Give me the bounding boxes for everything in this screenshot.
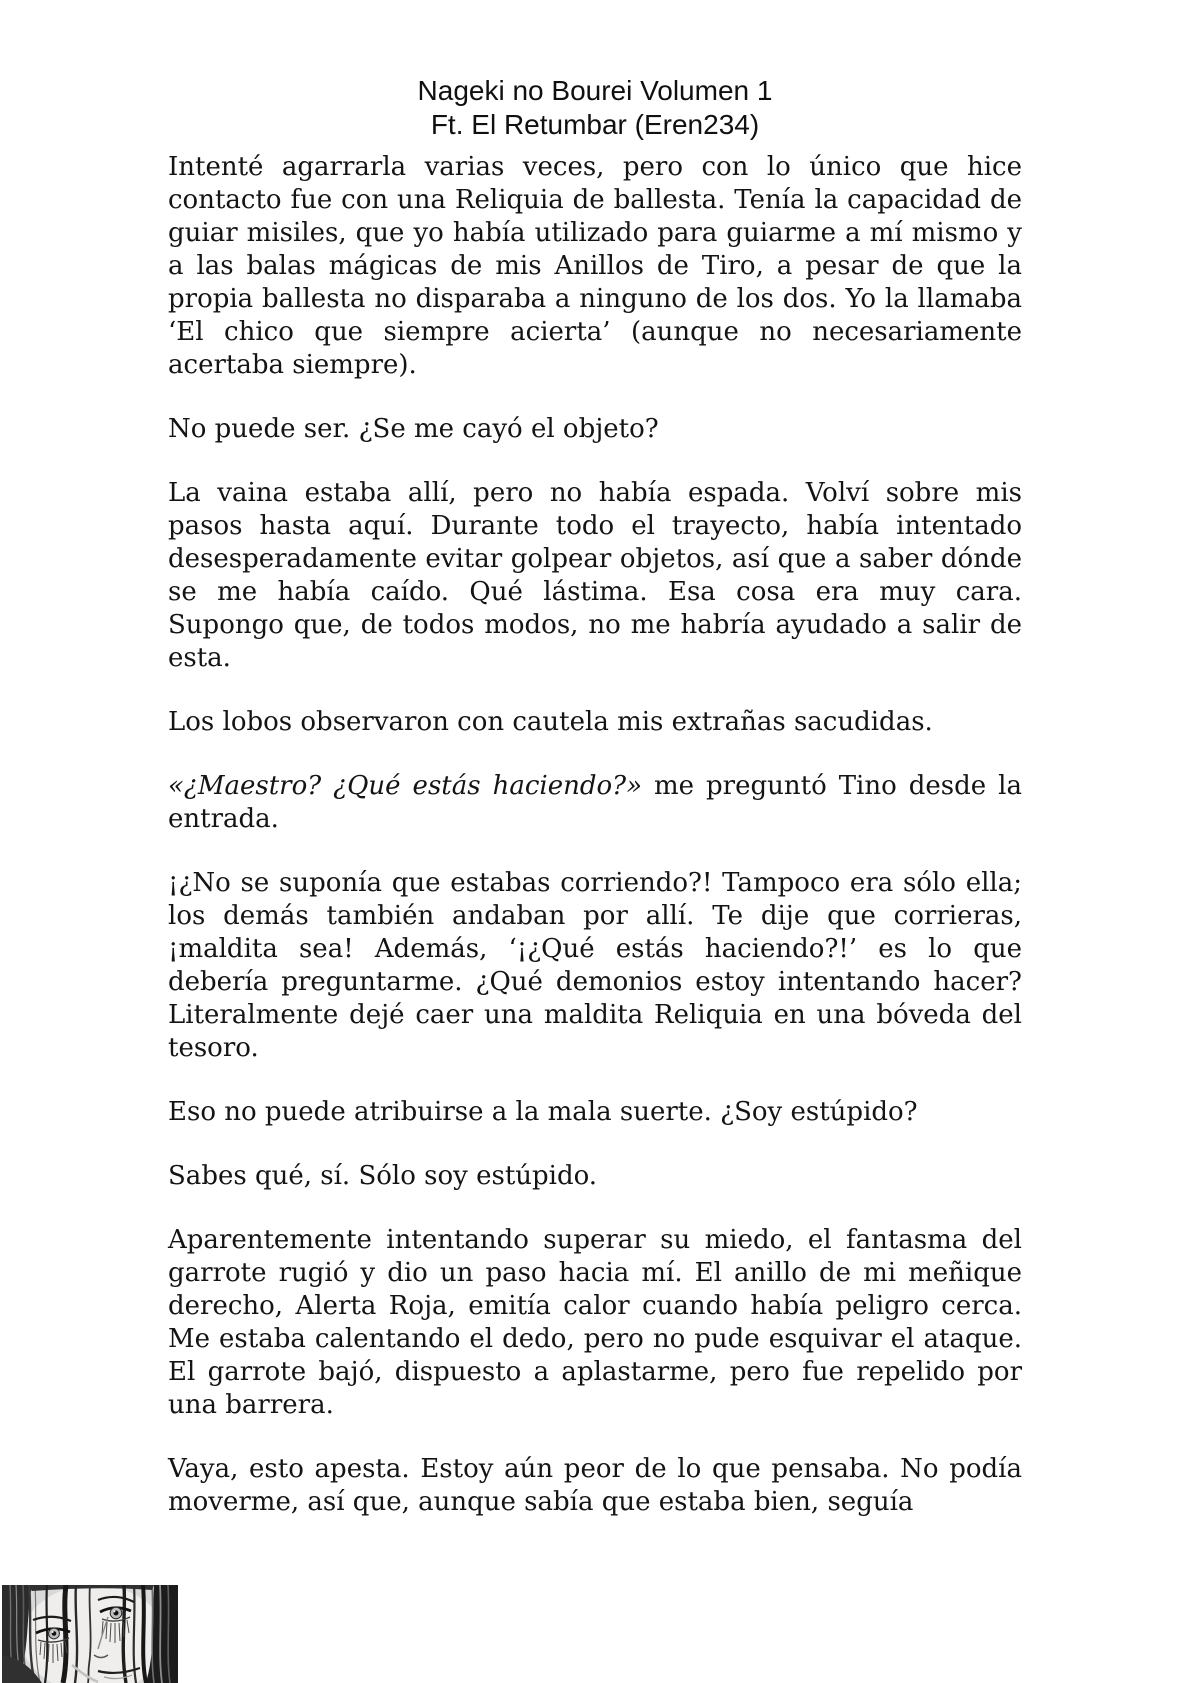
text-run: Eso no puede atribuirse a la mala suerte. ¿Soy estúpido? — [168, 1097, 918, 1127]
text-run: Aparentemente intentando superar su miedo, el fantasma del garrote rugió y dio un paso hacia mí. El anillo de mi meñique derecho, Alerta Roja, emitía calor cuando había peligro cerca. Me estaba calentando el dedo, pero no pude esquivar el ataque. El garrote bajó, dispuesto a aplastarme, pero fue repelido por una barrera. — [168, 1225, 1022, 1420]
paragraph — [168, 867, 1022, 1065]
paragraph — [168, 1096, 1022, 1129]
text-run: me preguntó Tino desde la entrada. — [168, 771, 1022, 834]
text-run: ¡¿No se suponía que estabas corriendo?! Tampoco era sólo ella; los demás también andaban por allí. Te dije que corrieras, ¡maldita sea! Además, ‘¡¿Qué estás haciendo?!’ es lo que debería preguntarme. ¿Qué demonios estoy intentando hacer? Literalmente dejé caer una maldita Reliquia en una bóveda del tesoro. — [168, 868, 1022, 1063]
paragraph — [168, 770, 1022, 836]
paragraph — [168, 1160, 1022, 1193]
manga-face-image — [2, 1585, 178, 1683]
text-run: Vaya, esto apesta. Estoy aún peor de lo que pensaba. No podía moverme, así que, aunque sabía que estaba bien, seguía — [168, 1454, 1022, 1517]
quoted-speech: «¿Maestro? ¿Qué estás haciendo?» — [168, 771, 642, 801]
text-run: Sabes qué, sí. Sólo soy estúpido. — [168, 1161, 598, 1191]
paragraph — [168, 706, 1022, 739]
manga-face-closeup-illustration — [2, 1585, 178, 1683]
paragraph — [168, 477, 1022, 675]
document-body — [168, 151, 1022, 1519]
text-run: Los lobos observaron con cautela mis extrañas sacudidas. — [168, 707, 933, 737]
document-header — [0, 0, 1190, 142]
text-run: No puede ser. ¿Se me cayó el objeto? — [168, 414, 659, 444]
text-run: Intenté agarrarla varias veces, pero con lo único que hice contacto fue con una Reliquia de ballesta. Tenía la capacidad de guiar misiles, que yo había utilizado para guiarme a mí mismo y a las balas mágicas de mis Anillos de Tiro, a pesar de que la propia ballesta no disparaba a ninguno de los dos. Yo la llamaba ‘El chico que siempre acierta’ (aunque no necesariamente acertaba siempre). — [168, 152, 1022, 380]
paragraph — [168, 1224, 1022, 1422]
text-run: La vaina estaba allí, pero no había espada. Volví sobre mis pasos hasta aquí. Durante todo el trayecto, había intentado desesperadamente evitar golpear objetos, así que a saber dónde se me había caído. Qué lástima. Esa cosa era muy cara. Supongo que, de todos modos, no me habría ayudado a salir de esta. — [168, 478, 1022, 673]
document-title: Nageki no Bourei Volumen 1 — [417, 75, 773, 106]
paragraph — [168, 151, 1022, 382]
document-subtitle: Ft. El Retumbar (Eren234) — [430, 109, 760, 140]
paragraph — [168, 1453, 1022, 1519]
paragraph — [168, 413, 1022, 446]
